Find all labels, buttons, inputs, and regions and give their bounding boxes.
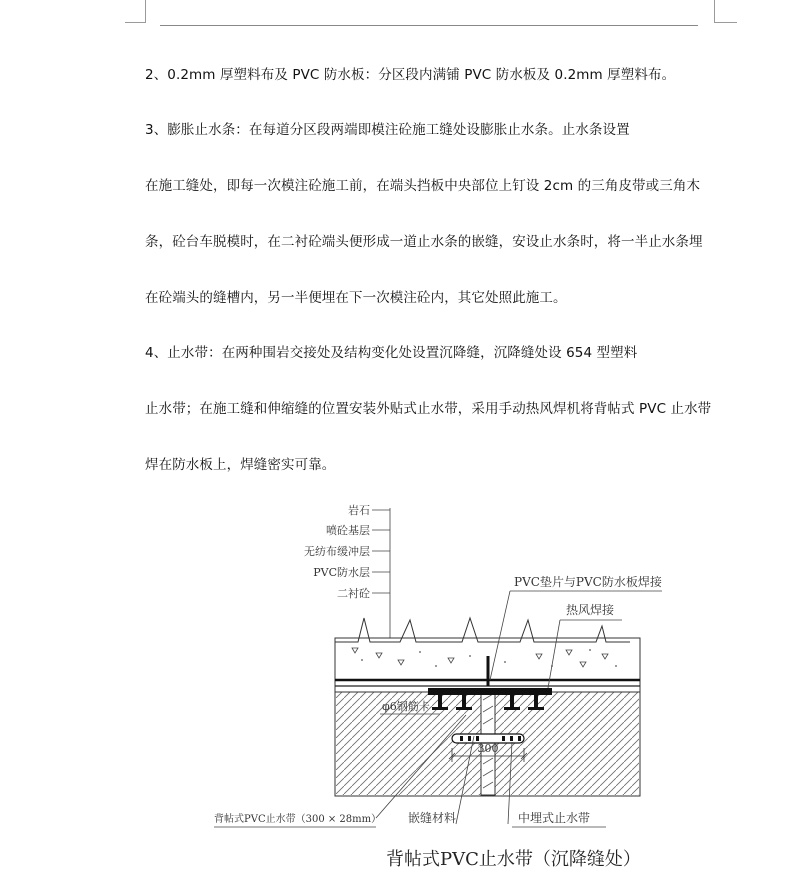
page-corner-mark-right [714,0,737,23]
label-embedded-waterstop: 中埋式止水带 [518,811,591,825]
paragraph-waterstop-band-cont-1: 止水带；在施工缝和伸缩缝的位置安装外贴式止水带，采用手动热风焊机将背帖式 PVC 止水带 [145,401,712,417]
callout-rebar-clip: φ6钢筋卡 [382,700,430,713]
paragraph-waterstop-strip: 3、膨胀止水条：在每道分区段两端即模注砼施工缝处设膨胀止水条。止水条设置 [145,122,630,138]
label-back-attached-pvc-waterstop: 背帖式PVC止水带（300 × 28mm） [214,814,382,825]
page-corner-mark-left [125,0,146,23]
paragraph-waterstop-strip-cont-3: 在砼端头的缝槽内，另一半便埋在下一次模注砼内，其它处照此施工。 [145,290,567,306]
dimension-label: 300 [477,742,499,755]
figure-caption: 背帖式PVC止水带（沉降缝处） [386,849,641,870]
paragraph-waterstop-strip-cont-1: 在施工缝处，即每一次模注砼施工前，在端头挡板中央部位上钉设 2cm 的三角皮带或三角木 [145,178,701,194]
paragraph-pvc-board: 2、0.2mm 厚塑料布及 PVC 防水板：分区段内满铺 PVC 防水板及 0.2mm 厚塑料布。 [145,67,676,83]
header-rule [160,25,698,26]
callout-hot-air-weld: 热风焊接 [566,603,615,617]
paragraph-waterstop-strip-cont-2: 条，砼台车脱模时，在二衬砼端头便形成一道止水条的嵌缝，安设止水条时，将一半止水条埋 [145,234,703,250]
label-joint-filler: 嵌缝材料 [408,811,457,825]
label-secondary-lining-concrete: 二衬砼 [337,587,370,600]
label-pvc-waterproof-layer: PVC防水层 [313,566,370,579]
callout-pvc-pad-weld: PVC垫片与PVC防水板焊接 [514,575,662,589]
paragraph-waterstop-band: 4、止水带：在两种围岩交接处及结构变化处设置沉降缝，沉降缝处设 654 型塑料 [145,345,638,361]
paragraph-waterstop-band-cont-2: 焊在防水板上，焊缝密实可靠。 [145,457,336,473]
label-geotextile-cushion: 无纺布缓冲层 [304,545,370,558]
label-shotcrete-base: 喷砼基层 [326,524,370,537]
waterstop-detail-figure [0,490,795,879]
label-rock: 岩石 [348,504,370,517]
